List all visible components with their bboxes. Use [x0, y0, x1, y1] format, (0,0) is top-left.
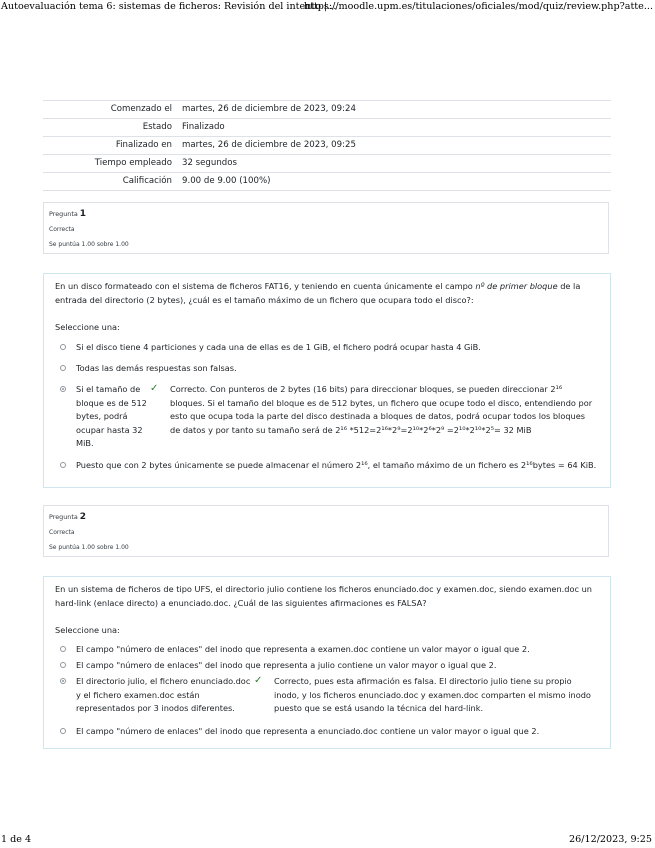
radio-button-selected[interactable]: [60, 678, 66, 684]
print-header: [0, 0, 655, 14]
answer-feedback: Correcto. Con punteros de 2 bytes (16 bits) para direccionar bloques, se pueden direccionar 2¹⁶ bloques. Si el tamaño del bloque es de 512 bytes, un fichero que ocupe todo el disco, entendiendo por esto que ocupa toda la parte del disco destinada a bloques de datos, podrá ocupar todos los bloques de datos y por tanto su tamaño será de 2¹⁶ *512=2¹⁶*2⁹=2¹⁰*2⁶*2⁹ =2¹⁰*2¹⁰*2⁵= 32 MiB: [170, 384, 593, 435]
question-score: Se puntúa 1.00 sobre 1.00: [49, 241, 129, 248]
summary-value: martes, 26 de diciembre de 2023, 09:25: [182, 140, 356, 150]
print-datetime: 26/12/2023, 9:25: [569, 834, 652, 845]
answer-option-text: Puesto que con 2 bytes únicamente se puede almacenar el número 2¹⁶, el tamaño máximo de un fichero es 2¹⁶bytes = 64 KiB.: [76, 460, 597, 470]
question-text: En un disco formateado con el sistema de ficheros FAT16, y teniendo en cuenta únicamente el campo nº de primer bloque de la entrada del directorio (2 bytes), ¿cuál es el tamaño máximo de un fichero que ocupara todo el disco?:: [55, 281, 581, 305]
summary-row-grade: [43, 173, 611, 191]
summary-value: 9.00 de 9.00 (100%): [182, 176, 271, 186]
radio-button[interactable]: [60, 365, 66, 371]
attempt-summary: [43, 100, 611, 191]
answer-prompt: Seleccione una:: [55, 322, 120, 332]
summary-label: Calificación: [122, 176, 172, 186]
answer-option-text: Todas las demás respuestas son falsas.: [76, 363, 237, 373]
radio-button[interactable]: [60, 462, 66, 468]
print-footer: [0, 834, 655, 848]
summary-row-started: [43, 101, 611, 119]
summary-label: Comenzado el: [110, 104, 172, 114]
question-text: En un sistema de ficheros de tipo UFS, el directorio julio contiene los ficheros enunciado.doc y examen.doc, siendo examen.doc un hard-link (enlace directo) a enunciado.doc. ¿Cuál de las siguientes afirmaciones es FALSA?: [55, 584, 592, 608]
radio-button[interactable]: [60, 646, 66, 652]
summary-value: martes, 26 de diciembre de 2023, 09:24: [182, 104, 356, 114]
summary-label: Tiempo empleado: [94, 158, 172, 168]
summary-row-finished: [43, 137, 611, 155]
radio-button[interactable]: [60, 728, 66, 734]
question-status: Correcta: [49, 529, 75, 536]
answer-prompt: Seleccione una:: [55, 625, 120, 635]
answer-option-text: Si el disco tiene 4 particiones y cada una de ellas es de 1 GiB, el fichero podrá ocupar hasta 4 GiB.: [76, 342, 481, 352]
radio-button[interactable]: [60, 662, 66, 668]
radio-button[interactable]: [60, 344, 66, 350]
summary-row-time-taken: [43, 155, 611, 173]
question-number-value: 1: [79, 209, 87, 219]
answer-option-text: El campo "número de enlaces" del inodo que representa a examen.doc contiene un valor mayor o igual que 2.: [76, 644, 530, 654]
radio-button-selected[interactable]: [60, 386, 66, 392]
summary-label: Finalizado en: [115, 140, 172, 150]
answer-option-text: Si el tamaño de bloque es de 512 bytes, podrá ocupar hasta 32 MiB.: [76, 384, 147, 448]
answer-option-text: El campo "número de enlaces" del inodo que representa a enunciado.doc contiene un valor mayor o igual que 2.: [76, 726, 540, 736]
question-number: Pregunta 2: [49, 512, 87, 522]
answer-option-text: El campo "número de enlaces" del inodo que representa a julio contiene un valor mayor o igual que 2.: [76, 660, 497, 670]
print-header-title: Autoevaluación tema 6: sistemas de ficheros: Revisión del intento |...: [1, 1, 337, 12]
question-2-content: [43, 576, 611, 749]
summary-value: Finalizado: [182, 122, 225, 132]
question-1-info: [43, 202, 609, 254]
summary-value: 32 segundos: [182, 158, 237, 168]
question-2-info: [43, 505, 609, 557]
summary-label: Estado: [142, 122, 172, 132]
check-icon: ✓: [150, 383, 159, 394]
question-score: Se puntúa 1.00 sobre 1.00: [49, 544, 129, 551]
check-icon: ✓: [254, 675, 263, 686]
page-number: 1 de 4: [1, 834, 32, 845]
question-number: Pregunta 1: [49, 209, 87, 219]
print-header-url: https://moodle.upm.es/titulaciones/oficiales/mod/quiz/review.php?atte...: [303, 1, 653, 12]
summary-row-state: [43, 119, 611, 137]
question-status: Correcta: [49, 226, 75, 233]
question-1-content: [43, 273, 611, 488]
question-number-value: 2: [79, 512, 87, 522]
answer-option-text: El directorio julio, el fichero enunciado.doc y el fichero examen.doc están representados por 3 inodos diferentes.: [76, 676, 251, 713]
answer-feedback: Correcto, pues esta afirmación es falsa. El directorio julio tiene su propio inodo, y los ficheros enunciado.doc y examen.doc comparten el mismo inodo puesto que se está usando la técnica del hard-link.: [274, 676, 591, 713]
